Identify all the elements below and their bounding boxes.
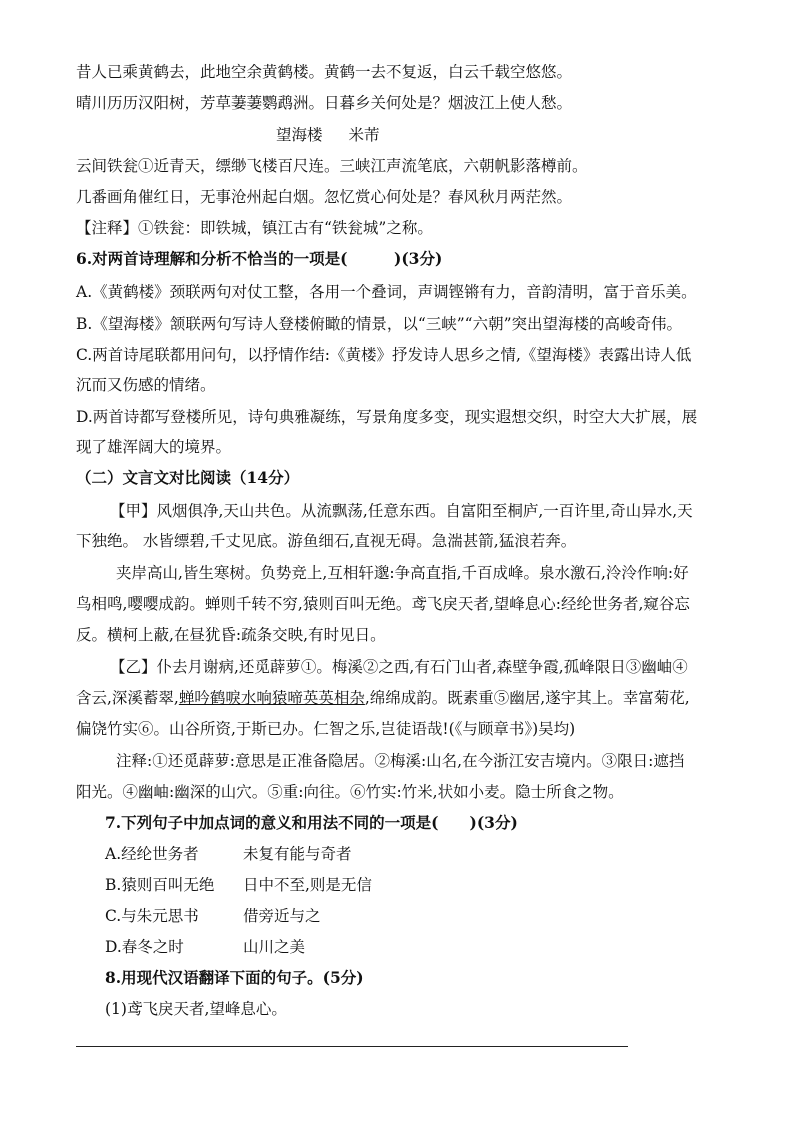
q6-stem: 6.对两首诗理解和分析不恰当的一项是( )(3分)	[76, 249, 443, 268]
notes-line-1: 注释:①还觅薜萝:意思是正准备隐居。②梅溪:山名,在今浙江安吉境内。③限日:遮挡	[116, 752, 685, 770]
jia-line-1: 【甲】风烟俱净,天山共色。从流飘荡,任意东西。自富阳至桐庐,一百许里,奇山异水,天	[110, 502, 693, 520]
jia-line-3: 夹岸高山,皆生寒树。负势竞上,互相轩邈:争高直指,千百成峰。泉水激石,泠泠作响:好	[116, 564, 689, 582]
q7-option-a	[105, 843, 352, 865]
jia-line-5: 反。横柯上蔽,在昼犹昏:疏条交映,有时见日。	[76, 626, 386, 644]
notes-line-2: 阳光。④幽岫:幽深的山穴。⑤重:向往。⑥竹实:竹米,状如小麦。隐士所食之物。	[76, 783, 624, 801]
poem1-line-1: 昔人已乘黄鹤去，此地空余黄鹤楼。黄鹤一去不复返，白云千载空悠悠。	[76, 63, 573, 81]
answer-line[interactable]	[76, 1046, 628, 1047]
yi-line-2	[76, 687, 690, 709]
poem2-heading	[276, 124, 380, 146]
yi-line-1: 【乙】仆去月谢病,还觅薜萝①。梅溪②之西,有石门山者,森壁争霞,孤峰限日③幽岫④	[110, 658, 688, 676]
q6-option-c-line2: 沉而又伤感的情绪。	[76, 376, 216, 394]
poem1-line-2: 晴川历历汉阳树，芳草萋萋鹦鹉洲。日暮乡关何处是？烟波江上使人愁。	[76, 94, 573, 112]
yi-line-3: 偏饶竹实⑥。山谷所资,于斯已办。仁智之乐,岂徒语哉!(《与顾章书》)吴均)	[76, 720, 576, 738]
q7-option-c	[105, 905, 321, 927]
q7-option-a-right: 未复有能与奇者	[243, 845, 352, 863]
q7-option-c-right: 借旁近与之	[243, 907, 321, 925]
jia-line-2: 下独绝。 水皆缥碧,千丈见底。游鱼细石,直视无碍。急湍甚箭,猛浪若奔。	[76, 532, 577, 550]
yi-line-2-post: ,绵绵成韵。既素重⑤幽居,遂宇其上。幸富菊花,	[364, 689, 690, 707]
q7-option-d-right: 山川之美	[243, 938, 306, 956]
q6-option-d-line2: 现了雄浑阔大的境界。	[76, 438, 232, 456]
poem2-author: 米芾	[348, 126, 380, 144]
q7-option-d	[105, 936, 305, 958]
q7-option-d-left: D.春冬之时	[105, 938, 184, 956]
poem2-title: 望海楼	[276, 126, 323, 144]
q6-option-d-line1: D.两首诗都写登楼所见，诗句典雅凝练，写景角度多变，现实遐想交织，时空大大扩展，展	[76, 408, 698, 426]
jia-line-4: 鸟相鸣,嘤嘤成韵。蝉则千转不穷,猿则百叫无绝。鸢飞戾天者,望峰息心:经纶世务者,窥谷忘	[76, 595, 690, 613]
q8-item-1: (1)鸢飞戾天者,望峰息心。	[105, 1000, 287, 1018]
q8-stem: 8.用现代汉语翻译下面的句子。(5分)	[105, 968, 364, 987]
q6-option-a: A.《黄鹤楼》颈联两句对仗工整，各用一个叠词，声调铿锵有力，音韵清明，富于音乐美。	[76, 283, 697, 301]
q7-option-b-right: 日中不至,则是无信	[243, 876, 372, 894]
q7-option-b-left: B.猿则百叫无绝	[105, 876, 215, 894]
q6-option-c-line1: C.两首诗尾联都用问句，以抒情作结:《黄楼》抒发诗人思乡之情,《望海楼》表露出诗人低	[76, 346, 692, 364]
poem2-line-1: 云间铁瓮①近青天，缥缈飞楼百尺连。三峡江声流笔底，六朝帆影落樽前。	[76, 157, 588, 175]
yi-underlined-phrase: 蝉吟鹤唳水响猿啼英英相杂	[178, 689, 365, 707]
q7-option-b	[105, 874, 372, 896]
yi-line-2-pre: 含云,深溪蓄翠,	[76, 689, 179, 707]
q7-option-c-left: C.与朱元思书	[105, 907, 199, 925]
q7-stem: 7.下列句子中加点词的意义和用法不同的一项是( )(3分)	[105, 813, 518, 832]
section2-heading: （二）文言文对比阅读（14分）	[76, 468, 300, 487]
q6-option-b: B.《望海楼》颔联两句写诗人登楼俯瞰的情景，以“三峡”“六朝”突出望海楼的高峻奇伟。	[76, 315, 683, 333]
poem2-line-2: 几番画角催红日，无事沧州起白烟。忽忆赏心何处是？春风秋月两茫然。	[76, 188, 573, 206]
poem2-note: 【注释】①铁瓮：即铁城，镇江古有“铁瓮城”之称。	[76, 219, 433, 237]
q7-option-a-left: A.经纶世务者	[105, 845, 199, 863]
